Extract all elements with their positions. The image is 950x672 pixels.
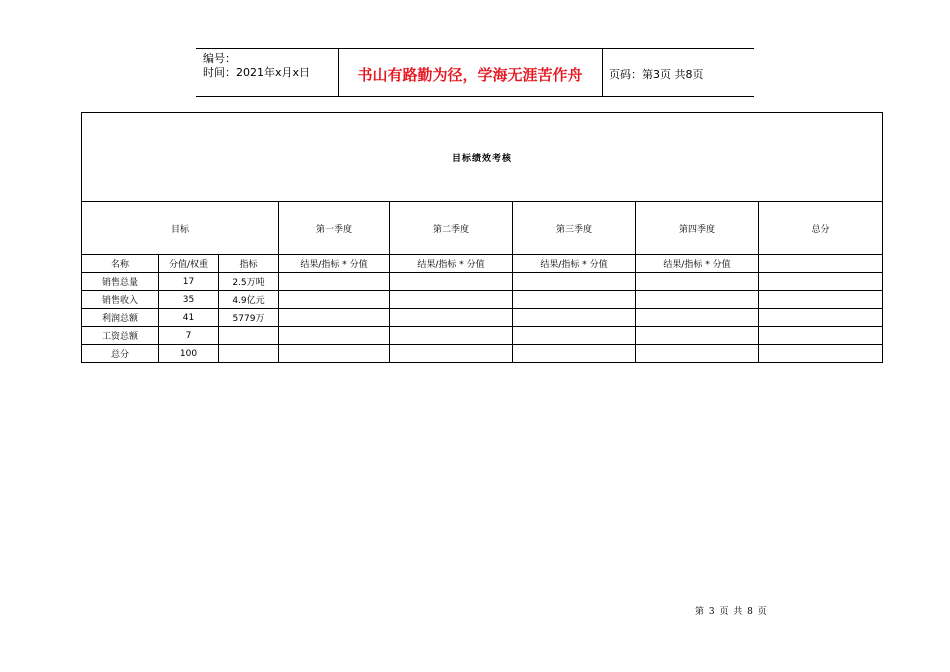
table-row	[82, 327, 883, 345]
subheader-q1-formula: 结果/指标 * 分值	[279, 255, 390, 273]
row-q3-cell[interactable]	[513, 309, 636, 327]
header-top-rule	[196, 48, 754, 49]
row-indicator	[219, 327, 279, 345]
document-code-label: 编号：	[203, 52, 236, 65]
header-target: 目标	[82, 202, 279, 255]
row-q2-cell[interactable]	[390, 309, 513, 327]
header-page-label: 页码：第3页 共8页	[609, 68, 704, 81]
table-row	[82, 309, 883, 327]
row-q4-cell[interactable]	[636, 327, 759, 345]
row-indicator: 2.5万吨	[219, 273, 279, 291]
table-row	[82, 291, 883, 309]
row-score: 35	[159, 291, 219, 309]
row-indicator	[219, 345, 279, 363]
row-indicator: 4.9亿元	[219, 291, 279, 309]
table-title: 目标绩效考核	[82, 113, 883, 202]
header-q4: 第四季度	[636, 202, 759, 255]
row-total-cell[interactable]	[759, 309, 883, 327]
header-q2: 第二季度	[390, 202, 513, 255]
row-name: 销售总量	[82, 273, 159, 291]
row-q1-cell[interactable]	[279, 345, 390, 363]
row-q4-cell[interactable]	[636, 309, 759, 327]
row-q4-cell[interactable]	[636, 273, 759, 291]
row-total-cell[interactable]	[759, 345, 883, 363]
row-q3-cell[interactable]	[513, 327, 636, 345]
header-q3: 第三季度	[513, 202, 636, 255]
row-score: 100	[159, 345, 219, 363]
row-q2-cell[interactable]	[390, 291, 513, 309]
row-total-cell[interactable]	[759, 327, 883, 345]
row-score: 7	[159, 327, 219, 345]
row-indicator: 5779万	[219, 309, 279, 327]
row-name: 销售收入	[82, 291, 159, 309]
header-q1: 第一季度	[279, 202, 390, 255]
row-q1-cell[interactable]	[279, 273, 390, 291]
row-name: 总分	[82, 345, 159, 363]
row-q1-cell[interactable]	[279, 309, 390, 327]
footer-page-number: 第 3 页 共 8 页	[695, 607, 768, 617]
subheader-q3-formula: 结果/指标 * 分值	[513, 255, 636, 273]
row-q2-cell[interactable]	[390, 273, 513, 291]
subheader-indicator: 指标	[219, 255, 279, 273]
document-time-label: 时间：2021年x月x日	[203, 66, 311, 79]
row-q3-cell[interactable]	[513, 291, 636, 309]
header-total: 总分	[759, 202, 883, 255]
row-total-cell[interactable]	[759, 291, 883, 309]
subheader-total-empty	[759, 255, 883, 273]
row-q1-cell[interactable]	[279, 327, 390, 345]
row-name: 利润总额	[82, 309, 159, 327]
table-row	[82, 345, 883, 363]
row-score: 17	[159, 273, 219, 291]
row-score: 41	[159, 309, 219, 327]
header-divider-right	[602, 48, 603, 96]
row-q2-cell[interactable]	[390, 345, 513, 363]
subheader-q4-formula: 结果/指标 * 分值	[636, 255, 759, 273]
row-q4-cell[interactable]	[636, 291, 759, 309]
header-bottom-rule	[196, 96, 754, 97]
row-name: 工资总额	[82, 327, 159, 345]
subheader-q2-formula: 结果/指标 * 分值	[390, 255, 513, 273]
row-q4-cell[interactable]	[636, 345, 759, 363]
subheader-score-weight: 分值/权重	[159, 255, 219, 273]
performance-table	[81, 112, 883, 363]
subheader-name: 名称	[82, 255, 159, 273]
row-q1-cell[interactable]	[279, 291, 390, 309]
header-motto: 书山有路勤为径，学海无涯苦作舟	[357, 66, 583, 84]
row-q3-cell[interactable]	[513, 273, 636, 291]
row-q3-cell[interactable]	[513, 345, 636, 363]
table-row	[82, 273, 883, 291]
row-q2-cell[interactable]	[390, 327, 513, 345]
row-total-cell[interactable]	[759, 273, 883, 291]
